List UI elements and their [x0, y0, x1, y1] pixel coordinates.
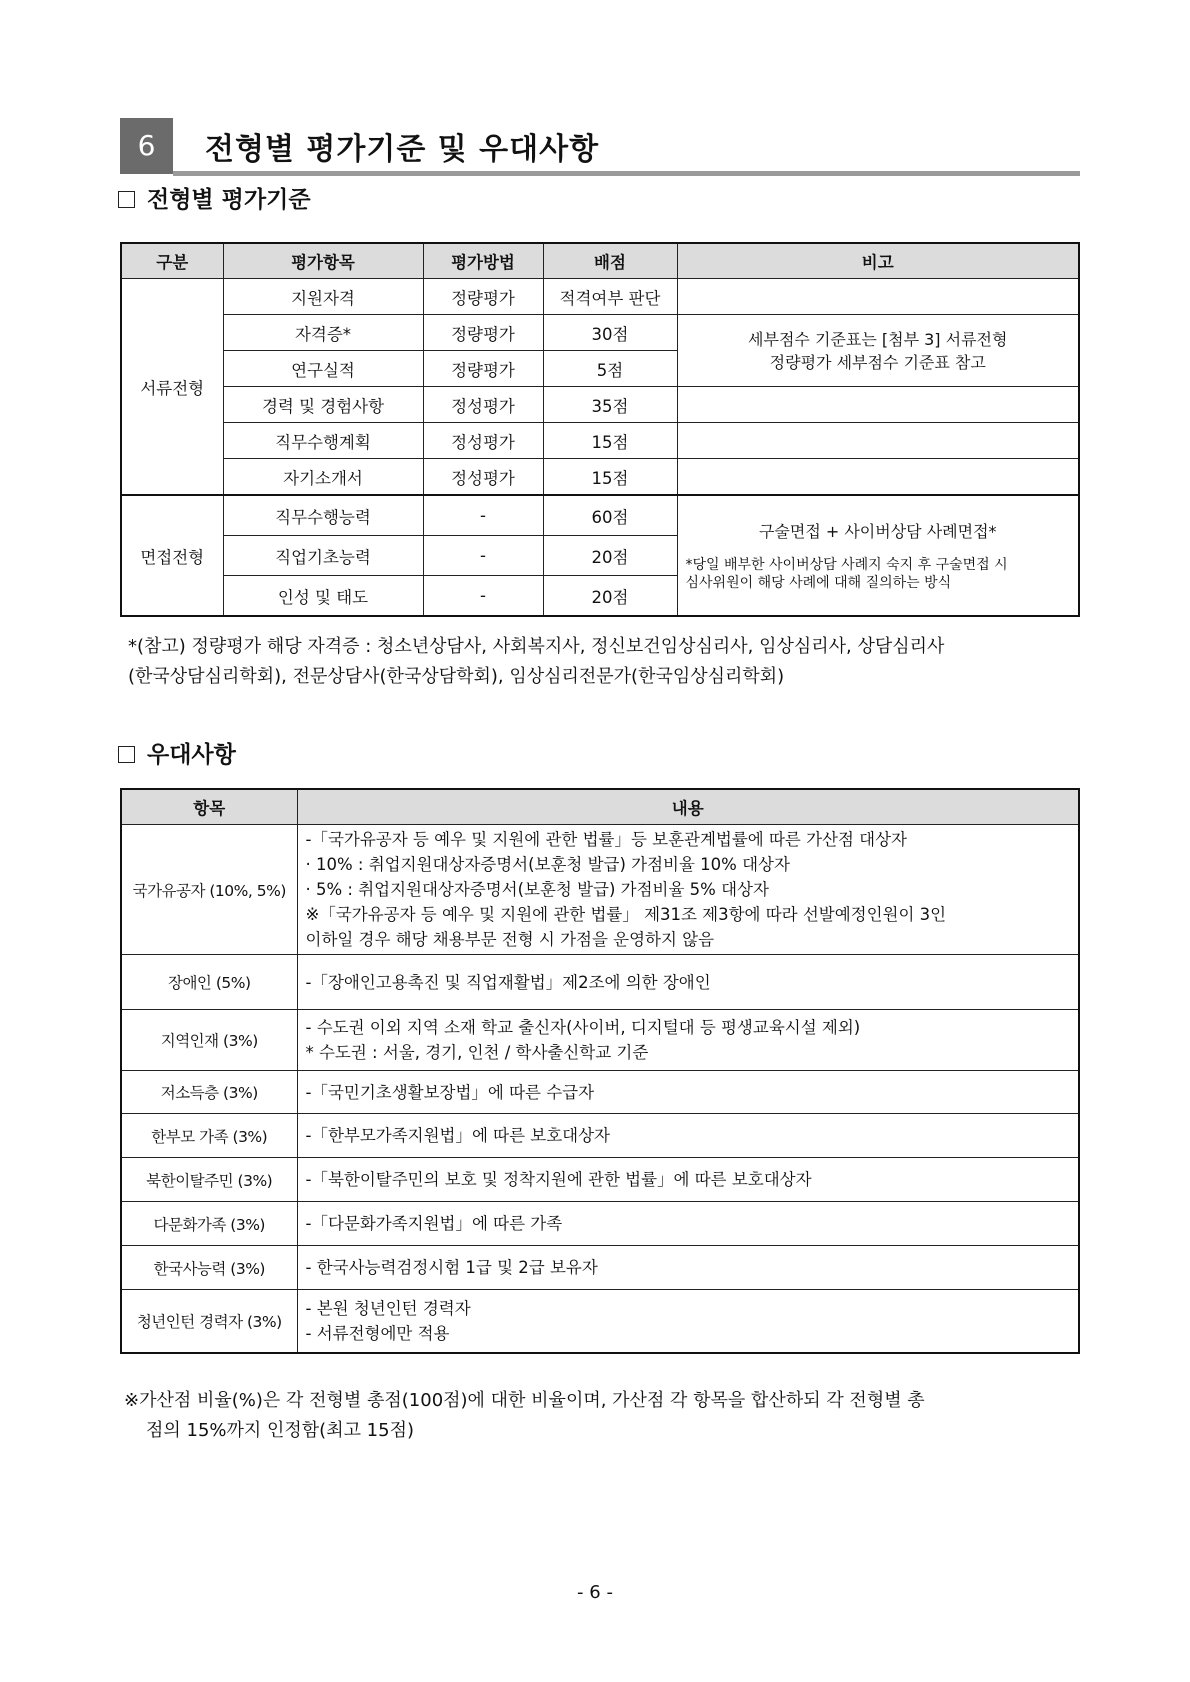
reference-note — [128, 632, 1086, 692]
table-row — [121, 1010, 1079, 1071]
content-line: -「북한이탈주민의 보호 및 정착지원에 관한 법률」에 따른 보호대상자 — [305, 1170, 812, 1189]
method-cell: 정성평가 — [423, 459, 543, 496]
table-row — [121, 955, 1079, 1010]
note-cell — [677, 279, 1079, 315]
col-header: 내용 — [297, 789, 1079, 825]
pref-label: 한국사능력 (3%) — [121, 1246, 297, 1290]
section-header — [120, 118, 1080, 178]
bonus-note-line: 점의 15%까지 인정함(최고 15점) — [146, 1420, 415, 1441]
note-line: 세부점수 기준표는 [첨부 3] 서류전형 — [748, 329, 1008, 349]
score-cell: 15점 — [543, 459, 677, 496]
group-cell: 면접전형 — [121, 495, 223, 616]
score-cell: 5점 — [543, 351, 677, 387]
item-cell: 직무수행능력 — [223, 495, 423, 536]
section-title: 전형별 평가기준 및 우대사항 — [205, 132, 600, 167]
note-line: 정량평가 세부점수 기준표 참고 — [769, 352, 986, 372]
pref-content — [297, 1010, 1079, 1071]
section-number: 6 — [120, 118, 173, 174]
col-header: 항목 — [121, 789, 297, 825]
pref-label: 저소득층 (3%) — [121, 1071, 297, 1114]
item-cell: 경력 및 경험사항 — [223, 387, 423, 423]
item-cell: 인성 및 태도 — [223, 576, 423, 617]
criteria-table — [120, 242, 1080, 617]
content-line: * 수도권 : 서울, 경기, 인천 / 학사출신학교 기준 — [305, 1043, 649, 1062]
score-cell: 35점 — [543, 387, 677, 423]
table-row — [121, 423, 1079, 459]
content-line: 이하일 경우 해당 채용부문 전형 시 가점을 운영하지 않음 — [305, 930, 715, 949]
table-row — [121, 1158, 1079, 1202]
method-cell: 정성평가 — [423, 387, 543, 423]
pref-content — [297, 1158, 1079, 1202]
table-row — [121, 1114, 1079, 1158]
pref-label: 지역인재 (3%) — [121, 1010, 297, 1071]
pref-label: 청년인턴 경력자 (3%) — [121, 1290, 297, 1354]
table-row — [121, 1290, 1079, 1354]
method-cell: 정량평가 — [423, 315, 543, 351]
content-line: - 한국사능력검정시험 1급 및 2급 보유자 — [305, 1258, 598, 1277]
subsection-title: 우대사항 — [147, 742, 236, 768]
score-cell: 15점 — [543, 423, 677, 459]
content-line: -「국민기초생활보장법」에 따른 수급자 — [305, 1082, 595, 1102]
col-header: 배점 — [543, 243, 677, 279]
col-header: 평가항목 — [223, 243, 423, 279]
note-cell — [677, 387, 1079, 423]
table-row — [121, 315, 1079, 351]
item-cell: 자격증* — [223, 315, 423, 351]
pref-content — [297, 1290, 1079, 1354]
pref-content — [297, 1114, 1079, 1158]
content-line: - 본원 청년인턴 경력자 — [305, 1299, 471, 1318]
content-line: ※「국가유공자 등 예우 및 지원에 관한 법률」 제31조 제3항에 따라 선발예정인원이 3인 — [305, 905, 947, 924]
table-row — [121, 279, 1079, 315]
table-header-row — [121, 243, 1079, 279]
pref-label: 국가유공자 (10%, 5%) — [121, 825, 297, 955]
content-line: · 5% : 취업지원대상자증명서(보훈청 발급) 가점비율 5% 대상자 — [305, 880, 769, 899]
method-cell: - — [423, 576, 543, 617]
pref-label: 다문화가족 (3%) — [121, 1202, 297, 1246]
method-cell: - — [423, 536, 543, 576]
item-cell: 자기소개서 — [223, 459, 423, 496]
score-cell: 20점 — [543, 536, 677, 576]
note-cell-interview — [677, 495, 1079, 616]
method-cell: - — [423, 495, 543, 536]
table-row — [121, 1071, 1079, 1114]
method-cell: 정량평가 — [423, 279, 543, 315]
group-cell: 서류전형 — [121, 279, 223, 496]
pref-content — [297, 1071, 1079, 1114]
content-line: - 서류전형에만 적용 — [305, 1324, 450, 1343]
table-row — [121, 459, 1079, 496]
subsection-heading-criteria — [118, 181, 311, 214]
table-row — [121, 495, 1079, 536]
content-line: · 10% : 취업지원대상자증명서(보훈청 발급) 가점비율 10% 대상자 — [305, 855, 790, 874]
col-header: 비고 — [677, 243, 1079, 279]
item-cell: 직업기초능력 — [223, 536, 423, 576]
score-cell: 20점 — [543, 576, 677, 617]
page-number: - 6 - — [577, 1582, 613, 1603]
note-cell-document — [677, 315, 1079, 387]
checkbox-square-icon — [118, 746, 135, 763]
preference-table — [120, 788, 1080, 1354]
content-line: -「한부모가족지원법」에 따른 보호대상자 — [305, 1126, 610, 1145]
table-row — [121, 1246, 1079, 1290]
method-cell: 정량평가 — [423, 351, 543, 387]
pref-content — [297, 1246, 1079, 1290]
header-rule — [173, 171, 1080, 176]
content-line: -「다문화가족지원법」에 따른 가족 — [305, 1214, 563, 1233]
bonus-note-line: ※가산점 비율(%)은 각 전형별 총점(100점)에 대한 비율이며, 가산점 각 항목을 합산하되 각 전형별 총 — [124, 1390, 925, 1411]
pref-label: 북한이탈주민 (3%) — [121, 1158, 297, 1202]
score-cell: 적격여부 판단 — [543, 279, 677, 315]
pref-content — [297, 825, 1079, 955]
item-cell: 지원자격 — [223, 279, 423, 315]
content-line: - 수도권 이외 지역 소재 학교 출신자(사이버, 디지털대 등 평생교육시설 제외) — [305, 1018, 861, 1037]
note-sub: 심사위원이 해당 사례에 대해 질의하는 방식 — [685, 575, 952, 591]
subsection-heading-preference — [118, 736, 236, 769]
reference-note-line: (한국상담심리학회), 전문상담사(한국상담학회), 임상심리전문가(한국임상심리학회) — [128, 666, 785, 687]
col-header: 구분 — [121, 243, 223, 279]
col-header: 평가방법 — [423, 243, 543, 279]
score-cell: 30점 — [543, 315, 677, 351]
content-line: -「국가유공자 등 예우 및 지원에 관한 법률」등 보훈관계법률에 따른 가산점 대상자 — [305, 830, 907, 849]
note-sub: *당일 배부한 사이버상담 사례지 숙지 후 구술면접 시 — [685, 557, 1008, 573]
method-cell: 정성평가 — [423, 423, 543, 459]
item-cell: 직무수행계획 — [223, 423, 423, 459]
note-main: 구술면접 + 사이버상담 사례면접* — [758, 522, 997, 541]
content-line: -「장애인고용촉진 및 직업재활법」제2조에 의한 장애인 — [305, 972, 711, 992]
subsection-title: 전형별 평가기준 — [147, 187, 311, 213]
pref-content — [297, 955, 1079, 1010]
table-row — [121, 387, 1079, 423]
bonus-note — [124, 1386, 1082, 1446]
table-header-row — [121, 789, 1079, 825]
item-cell: 연구실적 — [223, 351, 423, 387]
reference-note-line: *(참고) 정량평가 해당 자격증 : 청소년상담사, 사회복지사, 정신보건임상심리사, 임상심리사, 상담심리사 — [128, 636, 945, 657]
table-row — [121, 1202, 1079, 1246]
pref-content — [297, 1202, 1079, 1246]
pref-label: 장애인 (5%) — [121, 955, 297, 1010]
score-cell: 60점 — [543, 495, 677, 536]
note-cell — [677, 423, 1079, 459]
table-row — [121, 825, 1079, 955]
checkbox-square-icon — [118, 191, 135, 208]
note-cell — [677, 459, 1079, 496]
pref-label: 한부모 가족 (3%) — [121, 1114, 297, 1158]
